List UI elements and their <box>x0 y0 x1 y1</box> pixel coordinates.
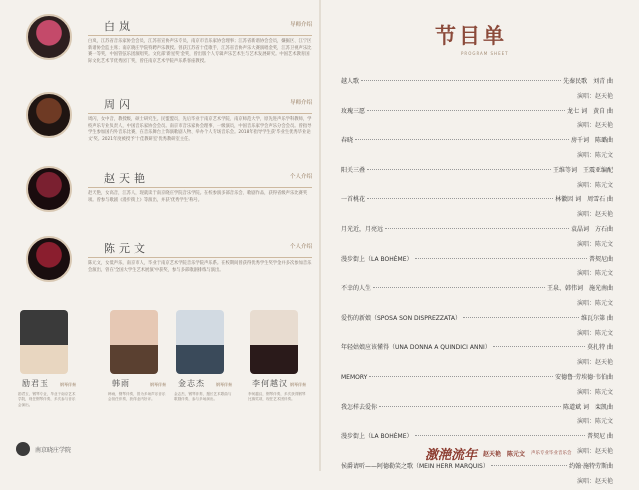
piece-credit: 维瓦尔第 曲 <box>581 314 613 322</box>
performer-block <box>26 166 312 220</box>
accompanist-name: 励君玉 <box>22 379 49 388</box>
accompanist-photo <box>176 310 224 374</box>
accompanist-name: 李何越汉 <box>252 379 288 388</box>
accompanist-role: 钢琴伴奏 <box>290 382 306 387</box>
accompanist-bio: 金志杰，钢琴伴奏，擅长艺术歌曲与歌剧伴奏，参与多场演出。 <box>174 392 232 402</box>
performer-name: 周闪 <box>104 98 134 111</box>
performer-credit: 演唱：陈元文 <box>576 240 613 248</box>
performer-avatar <box>26 166 72 212</box>
name-divider <box>88 113 312 114</box>
performer-credit: 演唱：陈元文 <box>576 329 613 337</box>
piece-title: 漫步街上（LA BOHÈME） <box>341 255 413 263</box>
name-divider <box>88 187 312 188</box>
performer-block <box>26 14 312 78</box>
program-item <box>341 194 613 209</box>
piece-title: 越人歌 <box>341 78 360 85</box>
program-performer <box>341 209 613 224</box>
accompanist-photo <box>110 310 158 374</box>
program-performer <box>341 150 613 165</box>
piece-title: 漫步街上（LA BOHÈME） <box>341 433 413 441</box>
dot-leader <box>367 198 553 199</box>
program-item <box>341 402 613 417</box>
accompanist-photo <box>250 310 298 374</box>
performer-credit: 演唱：赵天艳 <box>576 211 613 219</box>
program-performer <box>341 239 613 254</box>
piece-title: 月光近，月亮远 <box>341 225 384 233</box>
performer-credit: 演唱：赵天艳 <box>576 122 613 130</box>
school-seal-icon <box>16 442 30 456</box>
name-divider <box>88 257 312 258</box>
performer-bio: 白岚，江苏省音乐家协会会员，江苏省宣协声乐专员，南京市音乐家协会理事；江苏省新谱协会会员，嫌掘区、江宁区新谱协会监主席；南京晓庄学院特聘声乐教授。曾获江苏省十佳歌手，江苏省音协声乐大赛演唱金奖，江苏卫视声乐比赛一等奖，中国管弦乐团演唱奖。文化部'新星奖'金奖，曾出版个人专辑声乐艺术生与艺术发展研究。中国艺术教育国际文化艺术节优秀园丁奖，曾任南京艺术学院声乐系客座教授。 <box>88 39 312 64</box>
program-performer <box>341 120 613 135</box>
piece-title: 不幸的人生 <box>341 285 372 293</box>
program-performer <box>341 328 613 343</box>
piece-credit: 普契尼曲 <box>588 255 613 263</box>
accompanist-bio: 韩雨，钢琴伴奏，曾为多场声乐音乐会担任伴奏，获得业内好评。 <box>108 392 166 402</box>
performer-name: 白岚 <box>104 20 134 33</box>
concert-performers: 赵天艳 陈元文 <box>483 450 526 458</box>
concert-title: 激滟流年 <box>425 447 478 463</box>
dot-leader <box>415 258 587 259</box>
accompanist-role: 钢琴伴奏 <box>60 382 76 387</box>
performer-credit: 演唱：陈元文 <box>576 151 613 159</box>
performer-credit: 演唱：陈元文 <box>576 270 613 278</box>
performer-role: 个人介绍 <box>289 174 312 180</box>
program-item <box>341 76 613 91</box>
piece-credit: 普契尼 曲 <box>587 433 613 441</box>
piece-title: 一首桃花 <box>341 196 366 204</box>
right-page <box>321 0 639 485</box>
dot-leader <box>415 435 586 436</box>
performer-name: 赵天艳 <box>104 172 149 185</box>
dot-leader <box>493 346 585 347</box>
program-item <box>341 165 613 180</box>
program-performer <box>341 268 613 283</box>
concert-subtitle: 声乐专业毕业音乐会 <box>531 451 572 456</box>
accompanist-role: 钢琴伴奏 <box>150 382 166 387</box>
piece-credit: 安德鲁·劳埃德·韦伯曲 <box>555 373 613 381</box>
program-performer <box>341 357 613 372</box>
dot-leader <box>379 406 561 407</box>
accompanist-photo <box>20 310 68 374</box>
program-subtitle: PROGRAM SHEET <box>461 51 509 56</box>
piece-credit: 王维等词 王震亚编配 <box>552 166 613 174</box>
piece-title: 爱伤的新娘（SPOSA SON DISPREZZATA） <box>341 314 461 322</box>
piece-title: 年轻姑娘应该懂得（UNA DONNA A QUINDICI ANNI） <box>341 344 491 352</box>
dot-leader <box>369 376 553 377</box>
program-item <box>341 224 613 239</box>
piece-credit: 陈道斌 词 栾凯曲 <box>563 403 613 411</box>
piece-title: 阳关三叠 <box>341 166 366 174</box>
program-performer <box>341 387 613 402</box>
accompanist-name: 韩雨 <box>112 379 130 388</box>
dot-leader <box>367 110 565 111</box>
piece-credit: 约翰·施特劳斯曲 <box>569 462 613 470</box>
performer-bio: 周闪，女中音，教授级，硕士研究生。民盟盟员，先后毕业于南京艺术学院、南京师范大学，原先进声乐学科教师，学校声乐专业负责人，中国音乐家协会会员。南京市音乐家协会理事、一级演员，中国音乐家学会声乐分会会员。曾指导学生参加国内外音乐比赛，在音乐舞台上饰演歌剧人物、举办个人专场音乐会。2018年指导学生获'毕业生优秀毕业论文'奖。2021年度被授予'十佳教研室'优秀教研室主任。 <box>88 117 312 142</box>
dot-leader <box>373 287 545 288</box>
program-item <box>341 313 613 328</box>
performer-name: 陈元文 <box>104 242 149 255</box>
name-divider <box>88 35 312 36</box>
piece-credit: 龙七 词 黄自 曲 <box>567 107 613 115</box>
performer-bio: 赵天艳，女高音，江苏人，现就读于南京晓庄学院音乐学院。在校参演多部音乐会、歌剧作品，获得省级声乐比赛奖项。曾参与歌剧《漫步街上》等演出，并获'优秀学生'称号。 <box>88 191 308 203</box>
performer-block <box>26 92 312 156</box>
performer-avatar <box>26 92 72 138</box>
piece-title: 我怎样去爱你 <box>341 403 378 411</box>
performer-role: 个人介绍 <box>289 244 312 250</box>
dot-leader <box>463 317 579 318</box>
performer-credit: 演唱：赵天艳 <box>576 92 613 100</box>
accompanist-bio: 李何越汉，钢琴伴奏，多次获得钢琴比赛奖项，现任艺术团伴奏。 <box>248 392 306 402</box>
accompanist-name: 金志杰 <box>178 379 205 388</box>
dot-leader <box>385 228 569 229</box>
performer-credit: 演唱：陈元文 <box>576 418 613 426</box>
school-name: 南京晓庄学院 <box>35 446 72 454</box>
left-page <box>0 0 319 471</box>
school-logo <box>16 442 71 456</box>
performer-block <box>26 236 312 296</box>
program-performer <box>341 91 613 106</box>
program-item <box>341 372 613 387</box>
program-item <box>341 283 613 298</box>
piece-credit: 王泉、韩伟词 施光南曲 <box>546 285 613 293</box>
performer-avatar <box>26 14 72 60</box>
piece-title: 春晓 <box>341 137 354 145</box>
performer-credit: 演唱：陈元文 <box>576 299 613 307</box>
program-title: 节目单 <box>435 23 507 48</box>
performer-credit: 演唱：陈元文 <box>576 388 613 396</box>
dot-leader <box>367 169 551 170</box>
program-performer <box>341 298 613 313</box>
concert-footer <box>425 441 635 465</box>
performer-bio: 陈元文，女低声乐，南京市人，毕业于南京艺术学院音乐学院声乐系。在校期间曾获得优秀学生奖学金并多次参加音乐会演出，曾在'全国大学生艺术展演'中获奖，参与多部歌剧排练与演出。 <box>88 261 312 273</box>
program-performer <box>341 180 613 195</box>
accompanist-bio: 励君玉，钢琴专业，毕业于南京艺术学院，现任钢琴伴奏，多次参与音乐会演出。 <box>18 392 76 407</box>
accompanist-role: 钢琴伴奏 <box>216 382 232 387</box>
dot-leader <box>361 80 561 81</box>
program-performer <box>341 416 613 431</box>
program-item <box>341 342 613 357</box>
program-item <box>341 135 613 150</box>
performer-avatar <box>26 236 72 282</box>
performer-credit: 演唱：赵天艳 <box>576 447 613 455</box>
performer-credit: 演唱：赵天艳 <box>576 359 613 367</box>
piece-title: 侯爵请听——阿德勒笑之歌（MEIN HERR MARQUIS） <box>341 462 489 470</box>
piece-credit: 袁晶词 方石曲 <box>570 225 613 233</box>
program-item <box>341 106 613 121</box>
piece-credit: 房千词 陈璐曲 <box>570 137 613 145</box>
performer-role: 导师介绍 <box>289 22 312 28</box>
performer-credit: 演唱：陈元文 <box>576 181 613 189</box>
program-item <box>341 254 613 269</box>
piece-credit: 先秦民歌 刘青 曲 <box>563 78 613 85</box>
performer-role: 导师介绍 <box>289 100 312 106</box>
dot-leader <box>355 139 569 140</box>
piece-title: 玫瑰三愿 <box>341 107 366 115</box>
performer-credit: 演唱：赵天艳 <box>576 477 613 485</box>
piece-title: MEMORY <box>341 373 368 381</box>
program-performer <box>341 476 613 490</box>
piece-credit: 林徽因 词 周雪石 曲 <box>555 196 613 204</box>
piece-credit: 莫扎特 曲 <box>587 344 613 352</box>
